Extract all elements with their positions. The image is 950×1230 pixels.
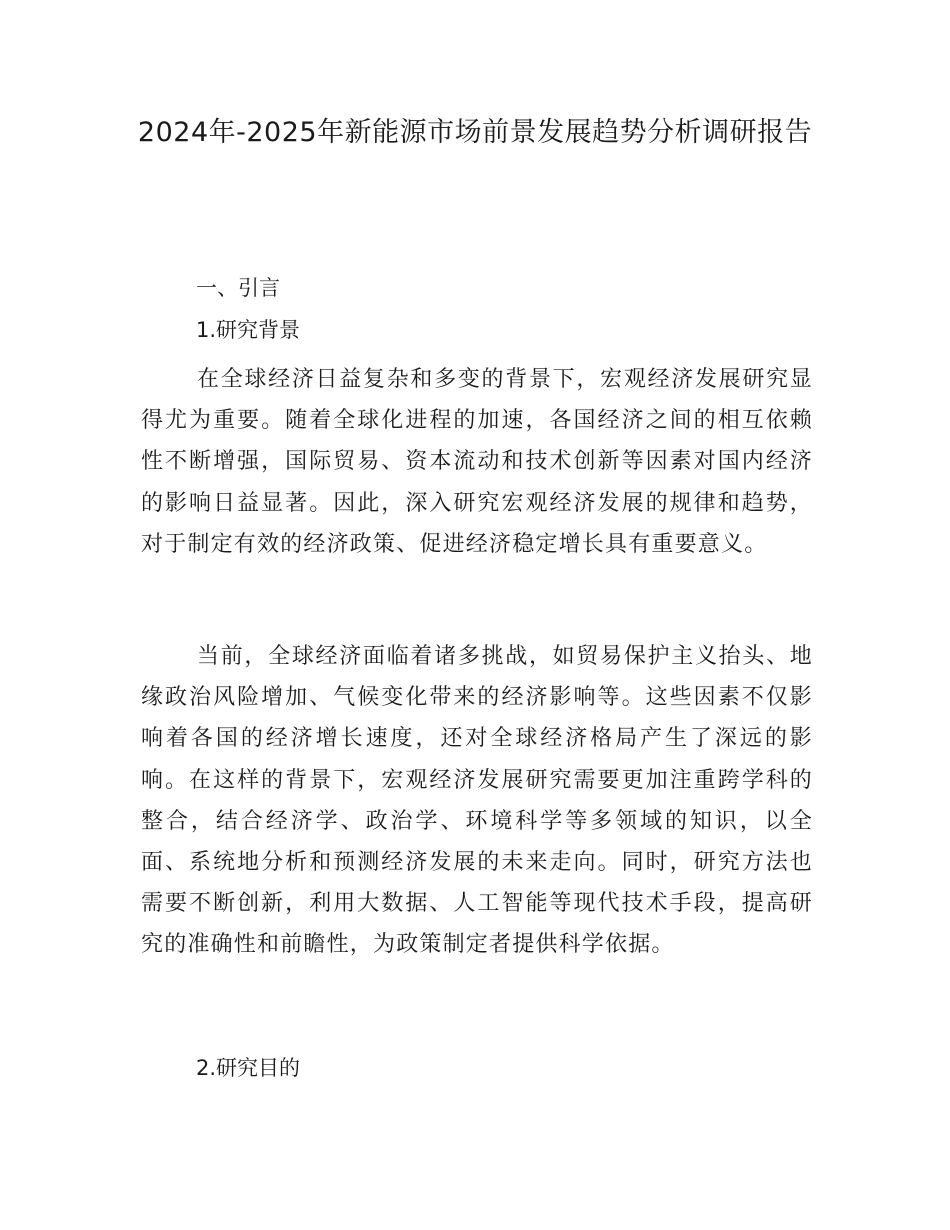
subsection-heading-research-background: 1.研究背景 (196, 318, 301, 342)
section-heading-introduction: 一、引言 (196, 276, 280, 300)
paragraph-background-2: 当前，全球经济面临着诸多挑战，如贸易保护主义抬头、地缘政治风险增加、气候变化带来的经济影响等。这些因素不仅影响着各国的经济增长速度，还对全球经济格局产生了深远的影响。在这样的背景下，宏观经济发展研究需要更加注重跨学科的整合，结合经济学、政治学、环境科学等多领域的知识，以全面、系统地分析和预测经济发展的未来走向。同时，研究方法也需要不断创新，利用大数据、人工智能等现代技术手段，提高研究的准确性和前瞻性，为政策制定者提供科学依据。 (141, 644, 813, 958)
paragraph-background-1: 在全球经济日益复杂和多变的背景下，宏观经济发展研究显得尤为重要。随着全球化进程的加速，各国经济之间的相互依赖性不断增强，国际贸易、资本流动和技术创新等因素对国内经济的影响日益显著。因此，深入研究宏观经济发展的规律和趋势，对于制定有效的经济政策、促进经济稳定增长具有重要意义。 (141, 367, 813, 557)
subsection-heading-research-purpose: 2.研究目的 (196, 1056, 301, 1080)
document-title: 2024年-2025年新能源市场前景发展趋势分析调研报告 (137, 117, 813, 148)
